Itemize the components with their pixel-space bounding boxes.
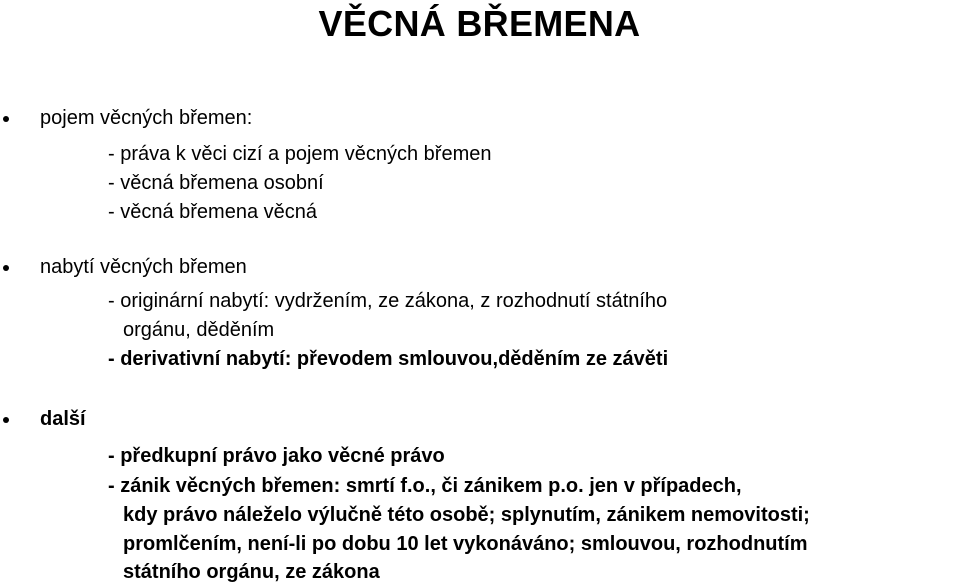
sub-item: - zánik věcných břemen: smrtí f.o., či zánikem p.o. jen v případech, — [108, 475, 742, 497]
sub-item: - předkupní právo jako věcné právo — [108, 445, 445, 467]
section-heading: pojem věcných břemen: — [40, 107, 253, 129]
bullet-dot-icon — [3, 265, 9, 271]
sub-item: - věcná břemena osobní — [108, 172, 324, 194]
section-heading: nabytí věcných břemen — [40, 256, 247, 278]
sub-item-continuation: kdy právo náleželo výlučně této osobě; splynutím, zánikem nemovitosti; — [123, 504, 810, 526]
sub-item: - originární nabytí: vydržením, ze zákona, z rozhodnutí státního — [108, 290, 668, 312]
sub-item: - derivativní nabytí: převodem smlouvou,děděním ze závěti — [108, 348, 669, 370]
bullet-dot-icon — [3, 417, 9, 423]
sub-item-continuation: promlčením, není-li po dobu 10 let vykonáváno; smlouvou, rozhodnutím — [123, 533, 808, 555]
sub-item-continuation: státního orgánu, ze zákona — [123, 561, 380, 583]
bullet-dot-icon — [3, 116, 9, 122]
sub-item: - práva k věci cizí a pojem věcných břemen — [108, 143, 492, 165]
slide-title: VĚCNÁ BŘEMENA — [318, 3, 641, 44]
sub-item-continuation: orgánu, děděním — [123, 319, 275, 341]
sub-item: - věcná břemena věcná — [108, 201, 318, 223]
section-heading: další — [40, 408, 86, 430]
